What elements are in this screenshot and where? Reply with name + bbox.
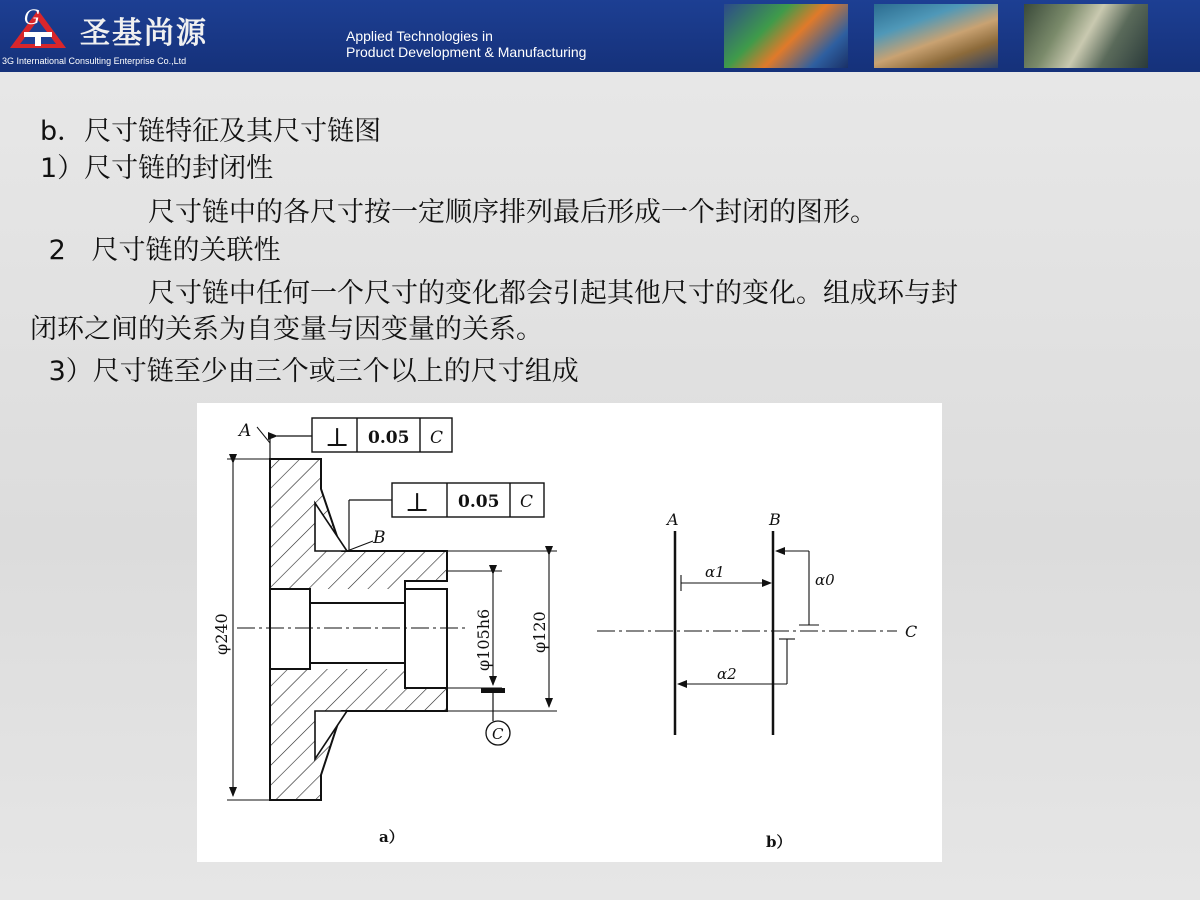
header-photo-3	[1024, 4, 1148, 68]
label-phi105h6: φ105h6	[474, 608, 493, 671]
caption-a: a）	[379, 828, 404, 846]
header-bar	[0, 0, 1200, 72]
tagline	[346, 28, 586, 60]
face-b-marker	[347, 528, 386, 551]
item2-title: 2 尺寸链的关联性	[40, 235, 281, 266]
label-phi120: φ120	[530, 611, 549, 653]
figure-drawing	[197, 403, 942, 862]
section-heading: b．尺寸链特征及其尺寸链图	[40, 116, 382, 147]
company-logo-icon	[4, 4, 72, 54]
item3-title: 3）尺寸链至少由三个或三个以上的尺寸组成	[40, 356, 579, 387]
item1-body: 尺寸链中的各尺寸按一定顺序排列最后形成一个封闭的图形。	[148, 197, 877, 228]
label-a: A	[239, 421, 252, 441]
dimension-phi240	[212, 459, 270, 800]
alpha0-label: α0	[815, 571, 835, 589]
chain-label-b: B	[769, 510, 781, 529]
face-a-marker	[237, 421, 270, 459]
alpha2-label: α2	[717, 665, 737, 683]
item2-body-line1: 尺寸链中任何一个尺寸的变化都会引起其他尺寸的变化。组成环与封	[148, 278, 958, 309]
chain-label-c: C	[905, 622, 918, 641]
datum-c-label: C	[492, 725, 504, 743]
perpendicularity-icon: ⊥	[405, 488, 430, 518]
label-b: B	[373, 528, 386, 548]
chain-diagram	[597, 510, 917, 735]
tolerance-frame-1	[277, 418, 452, 453]
label-phi240: φ240	[212, 613, 231, 655]
dimension-phi120	[447, 551, 557, 711]
tolerance-value-2: 0.05	[458, 492, 500, 512]
tolerance-value-1: 0.05	[368, 428, 410, 448]
tagline-line1: Applied Technologies in	[346, 28, 493, 44]
header-photo-1	[724, 4, 848, 68]
tolerance-datum-1: C	[430, 428, 444, 448]
dimension-phi105h6	[447, 571, 510, 745]
company-name: 3G International Consulting Enterprise Co.,Ltd	[2, 56, 187, 66]
item2-body-line2: 闭环之间的关系为自变量与因变量的关系。	[30, 314, 543, 345]
alpha1-label: α1	[705, 563, 725, 581]
dimension-chain-figure	[197, 403, 942, 862]
header-photo-2	[874, 4, 998, 68]
svg-text:G: G	[24, 5, 40, 29]
brand-name: 圣基尚源	[80, 16, 208, 51]
perpendicularity-icon: ⊥	[325, 423, 350, 453]
item1-title: 1）尺寸链的封闭性	[40, 153, 274, 184]
tagline-line2: Product Development & Manufacturing	[346, 44, 587, 60]
chain-label-a: A	[667, 510, 679, 529]
caption-b: b）	[766, 833, 792, 851]
tolerance-datum-2: C	[520, 492, 534, 512]
